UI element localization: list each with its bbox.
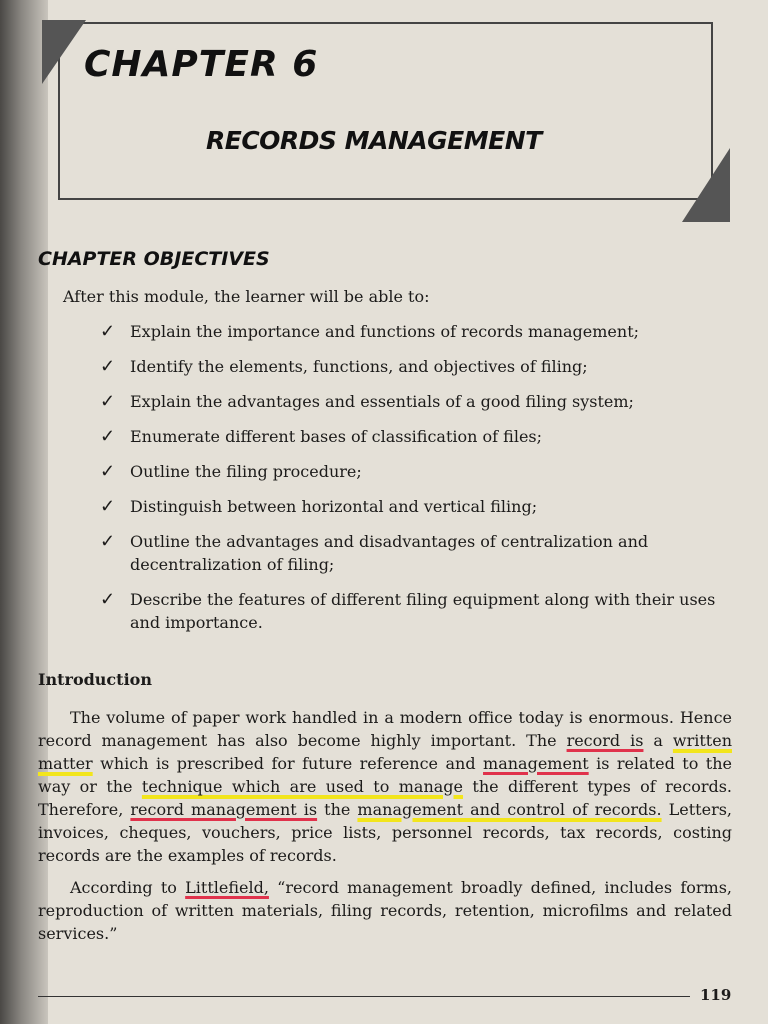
corner-triangle-top-left — [42, 20, 86, 84]
highlight-red: Littlefield, — [185, 878, 269, 897]
objective-item: ✓ Explain the importance and functions of records management; — [100, 321, 640, 342]
checkmark-icon: ✓ — [100, 321, 116, 342]
objective-item: ✓ Describe the features of different filing equipment along with their uses and importance. — [100, 589, 716, 632]
objective-item: ✓ Explain the advantages and essentials of a good filing system; — [100, 391, 634, 412]
objective-item: ✓ Distinguish between horizontal and vertical filing; — [100, 496, 538, 517]
highlight-red: management — [483, 754, 589, 773]
chapter-title: RECORDS MANAGEMENT — [206, 126, 542, 155]
highlight-yellow: written matter — [38, 731, 732, 773]
introduction-paragraph-1: The volume of paper work handled in a modern office today is enormous. Hence record management has also become highly important. The record is a written matter which is prescribed for future reference and management is related to the way or the technique which are used to manage the different types of records. Therefore, record management is the management and control of records. Letters, invoices, cheques, vouchers, price lists, personnel records, tax records, costing records are the examples of records. — [38, 708, 733, 865]
objective-item: ✓ Enumerate different bases of classification of files; — [100, 426, 543, 447]
highlight-yellow: management and control of records. — [357, 800, 662, 819]
checkmark-icon: ✓ — [100, 531, 116, 552]
objective-item: ✓ Outline the advantages and disadvantages of centralization and decentralization of filing; — [100, 531, 649, 574]
checkmark-icon: ✓ — [100, 461, 116, 482]
corner-triangle-bottom-right — [682, 148, 730, 222]
introduction-paragraph-2: According to Littlefield, “record management broadly defined, includes forms, reproduction of written materials, filing records, retention, microfilms and related services.” — [38, 878, 732, 943]
objectives-list — [100, 320, 740, 646]
objective-item: ✓ Outline the filing procedure; — [100, 461, 362, 482]
footer-rule — [38, 996, 690, 997]
checkmark-icon: ✓ — [100, 356, 116, 377]
objectives-intro: After this module, the learner will be able to: — [63, 287, 430, 306]
checkmark-icon: ✓ — [100, 426, 116, 447]
highlight-red: record management is — [130, 800, 318, 819]
objective-item: ✓ Identify the elements, functions, and objectives of filing; — [100, 356, 588, 377]
book-binding-shadow — [0, 0, 48, 1024]
page-number: 119 — [700, 986, 732, 1004]
highlight-red: record is — [566, 731, 644, 750]
chapter-label: CHAPTER 6 — [84, 44, 319, 85]
introduction-heading: Introduction — [38, 670, 152, 689]
checkmark-icon: ✓ — [100, 589, 116, 610]
highlight-yellow: technique which are used to manage — [141, 777, 464, 796]
checkmark-icon: ✓ — [100, 391, 116, 412]
objectives-heading: CHAPTER OBJECTIVES — [38, 248, 270, 270]
checkmark-icon: ✓ — [100, 496, 116, 517]
